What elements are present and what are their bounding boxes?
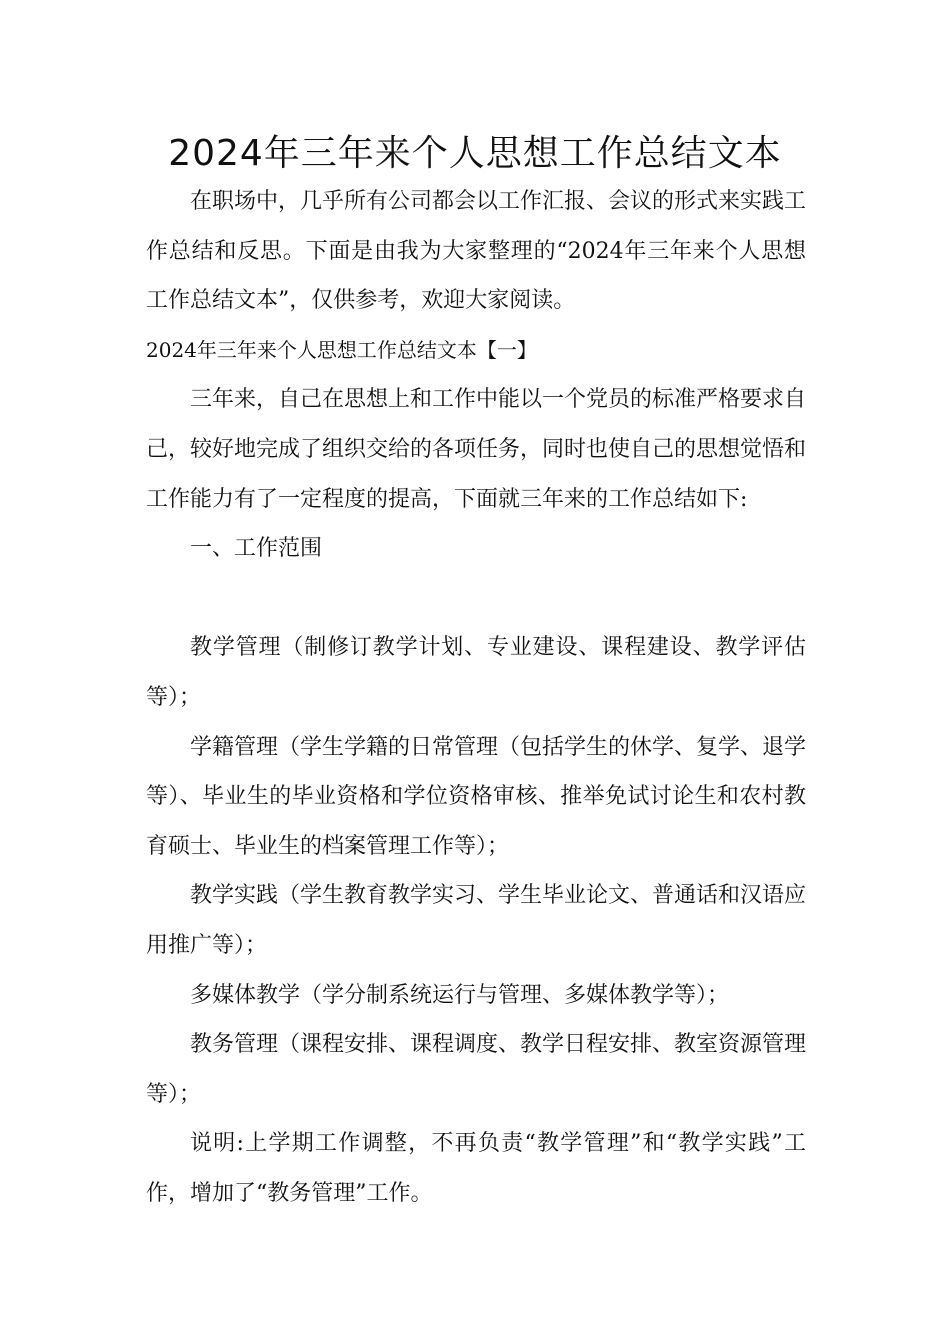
section-heading: 2024年三年来个人思想工作总结文本【一】 bbox=[146, 337, 537, 362]
list-item-multimedia-teaching: 多媒体教学（学分制系统运行与管理、多媒体教学等）； bbox=[190, 982, 730, 1008]
list-item-teaching-practice: 教学实践（学生教育教学实习、学生毕业论文、普通话和汉语应用推广等）； bbox=[146, 883, 807, 958]
document-title: 2024年三年来个人思想工作总结文本 bbox=[168, 133, 782, 174]
body-paragraph: 三年来，自己在思想上和工作中能以一个党员的标准严格要求自己，较好地完成了组织交给的各项任务，同时也使自己的思想觉悟和工作能力有了一定程度的提高，下面就三年来的工作总结如下: bbox=[146, 387, 807, 512]
subheading: 一、工作范围 bbox=[190, 536, 323, 562]
list-item-student-records: 学籍管理（学生学籍的日常管理（包括学生的休学、复学、退学等）、毕业生的毕业资格和学位资格审核、推举免试讨论生和农村教育硕士、毕业生的档案管理工作等）； bbox=[146, 734, 807, 859]
document-body bbox=[146, 177, 806, 1218]
note-paragraph: 说明:上学期工作调整，不再负责“教学管理”和“教学实践”工作，增加了“教务管理”工作。 bbox=[146, 1131, 806, 1206]
list-item-teaching-management: 教学管理（制修订教学计划、专业建设、课程建设、教学评估等）； bbox=[146, 635, 806, 710]
intro-paragraph: 在职场中，几乎所有公司都会以工作汇报、会议的形式来实践工作总结和反思。下面是由我为大家整理的“2024年三年来个人思想工作总结文本”，仅供参考，欢迎大家阅读。 bbox=[146, 189, 807, 314]
blank-line bbox=[146, 574, 806, 624]
list-item-academic-affairs: 教务管理（课程安排、课程调度、教学日程安排、教室资源管理等）； bbox=[146, 1032, 807, 1107]
